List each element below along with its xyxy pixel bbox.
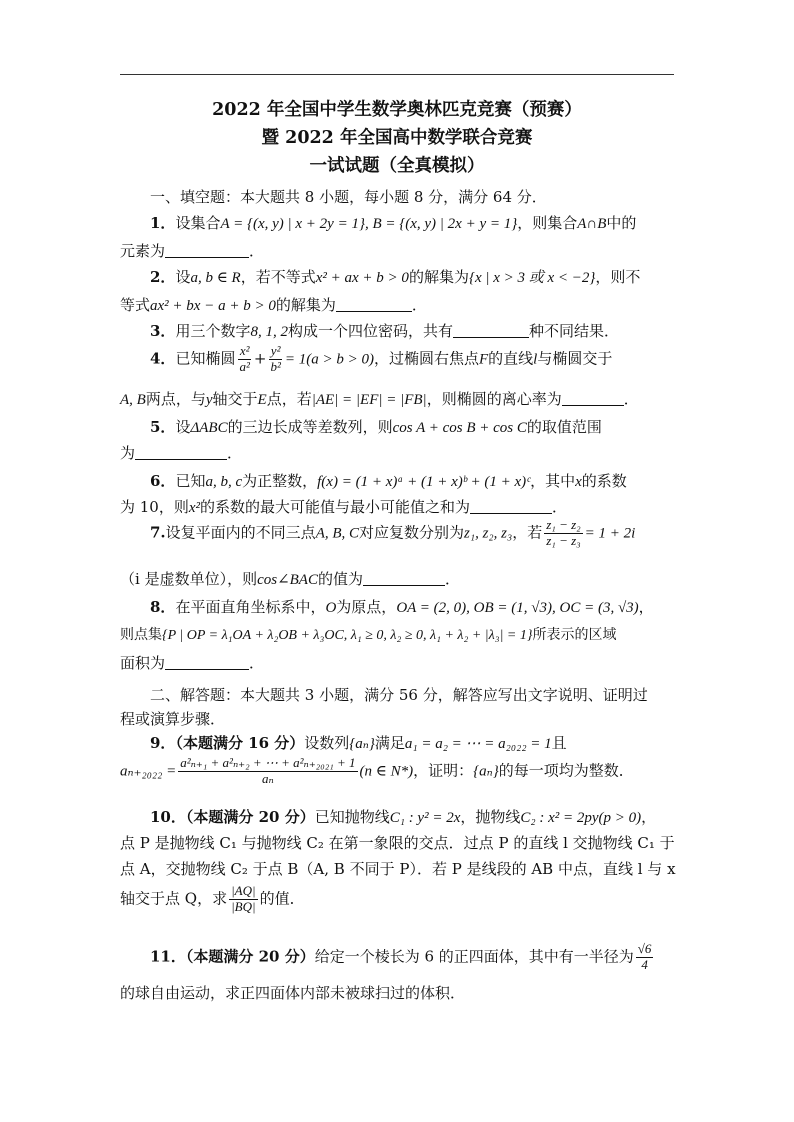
answer-blank[interactable] [336,297,412,312]
question-text: 中的 [606,214,637,232]
title-line-2: 暨 2022 年全国高中数学联合竞赛 [261,128,533,148]
section-2-heading-line-2: 程或演算步骤． [120,710,226,728]
question-text: 的每一项均为整数． [498,761,634,780]
question-7 [150,518,635,549]
question-text: 与椭圆交于 [537,349,613,368]
punctuation: ． [445,570,461,588]
question-text: 设 [175,268,191,286]
question-8-line-2 [120,624,616,644]
answer-blank[interactable] [135,445,227,460]
math-expression: x² + ax + b > 0 [315,270,409,286]
math-expression: A = {(x, y) | x + 2y = 1}, B = {(x, y) | 2x + y = 1} [220,216,518,232]
fraction [237,344,251,375]
answer-blank[interactable] [562,391,624,406]
question-text: 且 [551,734,567,752]
question-number: 7. [150,523,166,542]
question-text: 则点集 [120,627,162,643]
fraction-denominator: aₙ [261,770,274,786]
question-9 [150,732,567,753]
fraction-numerator: x² [239,343,250,358]
punctuation: ． [227,444,243,462]
question-number: 3． [150,322,176,340]
question-text: 的解集为 [275,296,336,314]
punctuation: ． [552,498,568,516]
math-expression: A, B, C [315,525,360,542]
math-expression: cos∠BAC [257,572,318,588]
section-2-heading: 二、解答题：本大题共 3 小题，满分 56 分，解答应写出文字说明、证明过 [150,686,648,704]
title-line-3: 一试试题（全真模拟） [309,156,485,176]
question-text: 为原点， [336,598,397,616]
question-11 [150,942,655,973]
fraction [229,884,257,915]
fraction-numerator: y² [270,343,281,358]
question-number: 5． [150,418,176,436]
header-rule [120,74,674,75]
question-text: ，抛物线 [460,808,521,826]
question-points: （本题满分 16 分） [175,734,305,752]
question-1-line-2 [120,240,264,261]
question-text: 两点，与 [145,390,206,408]
question-text: 为 [120,444,136,462]
math-expression: C₂ : x² = 2py(p > 0) [520,810,642,826]
question-text: 元素为 [120,242,166,260]
question-text: 轴交于点 Q，求 [120,889,228,908]
question-number: 10． [150,808,186,826]
question-text: 为 10，则 [120,498,189,516]
question-text: 的直线 [488,349,534,368]
question-text: 点，若 [266,390,312,408]
question-number: 8． [150,598,176,616]
math-expression: C₁ : y² = 2x [389,810,461,826]
math-expression: z₁, z₂, z₃ [464,525,513,542]
question-text: 面积为 [120,654,166,672]
question-text: 已知抛物线 [314,808,390,826]
fraction [544,518,582,549]
question-text: 已知椭圆 [175,349,236,368]
math-expression: ax² + bx − a + b > 0 [150,298,276,314]
section-1-heading: 一、填空题：本大题共 8 小题，每小题 8 分，满分 64 分． [150,188,547,206]
question-10-line-3: 点 A，交抛物线 C₂ 于点 B（A, B 不同于 P）．若 P 是线段的 AB 中点，直线 l 与 x [120,860,676,878]
math-expression: A∩B [577,216,607,232]
math-expression: a₁ = a₂ = ⋯ = a₂₀₂₂ = 1 [404,736,552,752]
question-6-line-2 [120,496,567,517]
math-expression: f(x) = (1 + x)ᵃ + (1 + x)ᵇ + (1 + x)ᶜ [317,474,531,490]
math-expression: = 1(a > b > 0) [284,351,374,368]
fraction-denominator: 4 [641,956,648,972]
question-11-line-2: 的球自由运动，求正四面体内部未被球扫过的体积． [120,984,466,1002]
question-7-line-2 [120,568,460,589]
question-number: 6． [150,472,176,490]
question-text: 的值． [259,889,305,908]
question-text: （i 是虚数单位），则 [120,570,258,588]
question-number: 9． [150,734,176,752]
math-expression: OA = (2, 0), OB = (1, √3), OC = (3, √3) [396,600,639,616]
fraction-numerator: √6 [637,941,652,956]
question-text: 已知 [175,472,206,490]
fraction-numerator: a²ₙ₊₁ + a²ₙ₊₂ + ⋯ + a²ₙ₊₂₀₂₁ + 1 [180,755,356,770]
question-4-line-2 [120,388,639,409]
question-3 [150,320,619,341]
question-text: ，则集合 [517,214,578,232]
math-expression: a, b, c [205,474,243,490]
question-text: 的解集为 [408,268,469,286]
question-text: 等式 [120,296,151,314]
math-expression: 8, 1, 2 [250,324,288,340]
answer-blank[interactable] [165,655,249,670]
fraction-denominator: |BQ| [231,898,256,914]
question-text: 满足 [374,734,405,752]
math-expression: {aₙ} [473,763,499,780]
math-expression: {aₙ} [349,736,375,752]
math-expression: |AE| = |EF| = |FB| [311,392,427,408]
fraction-denominator: a² [239,358,250,374]
question-text: ，若 [512,523,543,542]
question-text: 在平面直角坐标系中， [175,598,326,616]
punctuation: ． [249,242,265,260]
question-text: 的三边长成等差数列，则 [227,418,393,436]
math-expression: ΔABC [190,420,228,436]
question-text: ， [638,598,654,616]
question-text: ， [641,808,657,826]
question-text: 所表示的区域 [532,627,617,643]
math-expression: cos A + cos B + cos C [392,420,527,436]
question-points: （本题满分 20 分） [185,947,315,966]
fraction-denominator: b² [270,358,281,374]
question-text: 为正整数， [242,472,318,490]
question-points: （本题满分 20 分） [185,808,315,826]
question-text: 设 [175,418,191,436]
question-number: 1． [150,214,176,232]
question-text: ，则椭圆的离心率为 [426,390,562,408]
question-text: ，证明： [413,761,474,780]
question-text: 种不同结果． [528,322,619,340]
math-expression: y [205,392,213,408]
question-8-line-3 [120,652,264,673]
punctuation: ． [411,296,427,314]
question-5 [150,416,602,437]
punctuation: ． [623,390,639,408]
answer-blank[interactable] [165,243,249,258]
question-text: 的系数 [581,472,627,490]
math-expression: aₙ₊₂₀₂₂ = [120,763,177,780]
question-number: 2． [150,268,176,286]
math-expression: x² [188,500,201,516]
question-text: ，若不等式 [240,268,316,286]
math-operator: + [253,349,267,368]
question-6 [150,470,627,491]
answer-blank[interactable] [453,323,529,338]
question-2 [150,266,640,287]
question-5-line-2 [120,442,242,463]
punctuation: ． [249,654,265,672]
question-8 [150,596,654,617]
question-1 [150,212,636,233]
math-expression: F [478,351,489,368]
math-expression: E [257,392,267,408]
question-10-line-2: 点 P 是抛物线 C₁ 与抛物线 C₂ 在第一象限的交点．过点 P 的直线 l 交抛物线 C₁ 于 [120,834,675,852]
title-line-1: 2022 年全国中学生数学奥林匹克竞赛（预赛） [212,100,582,120]
question-text: 对应复数分别为 [359,523,465,542]
math-expression: {x | x > 3 或 x < −2} [468,270,596,286]
fraction [178,756,357,787]
question-number: 11． [150,947,186,966]
question-text: 的取值范围 [526,418,602,436]
question-text: 的系数的最大可能值与最小可能值之和为 [200,498,471,516]
question-text: 设数列 [304,734,350,752]
question-text: ，则不 [595,268,641,286]
fraction [636,942,654,973]
question-10-line-4 [120,884,305,915]
math-expression: x [575,474,582,490]
question-9-line-2 [120,756,634,787]
fraction [268,344,282,375]
question-10 [150,806,656,827]
question-text: 轴交于 [212,390,258,408]
question-text: 用三个数字 [175,322,251,340]
question-text: 的值为 [317,570,363,588]
question-text: ，过椭圆右焦点 [373,349,479,368]
question-text: 构成一个四位密码，共有 [287,322,453,340]
fraction-numerator: z₁ − z₂ [546,517,581,532]
question-4 [150,344,612,375]
answer-blank[interactable] [470,499,552,514]
math-expression: = 1 + 2i [584,525,636,542]
question-text: 给定一个棱长为 6 的正四面体，其中有一半径为 [314,947,634,966]
question-number: 4． [150,349,176,368]
math-expression: a, b ∈ R [190,270,241,286]
math-expression: A, B [120,392,146,408]
question-2-line-2 [120,294,427,315]
question-text: ，其中 [530,472,576,490]
question-text: 设复平面内的不同三点 [165,523,316,542]
math-expression: (n ∈ N*) [359,763,414,780]
question-text: 设集合 [175,214,221,232]
math-expression: O [325,600,337,616]
fraction-numerator: |AQ| [231,883,256,898]
answer-blank[interactable] [363,571,445,586]
math-expression: l [533,351,538,368]
fraction-denominator: z₁ − z₃ [546,532,581,548]
math-expression: {P | OP = λ₁OA + λ₂OB + λ₃OC, λ₁ ≥ 0, λ₂ ≥ 0, λ₁ + λ₂ + |λ₃| = 1} [162,628,533,643]
